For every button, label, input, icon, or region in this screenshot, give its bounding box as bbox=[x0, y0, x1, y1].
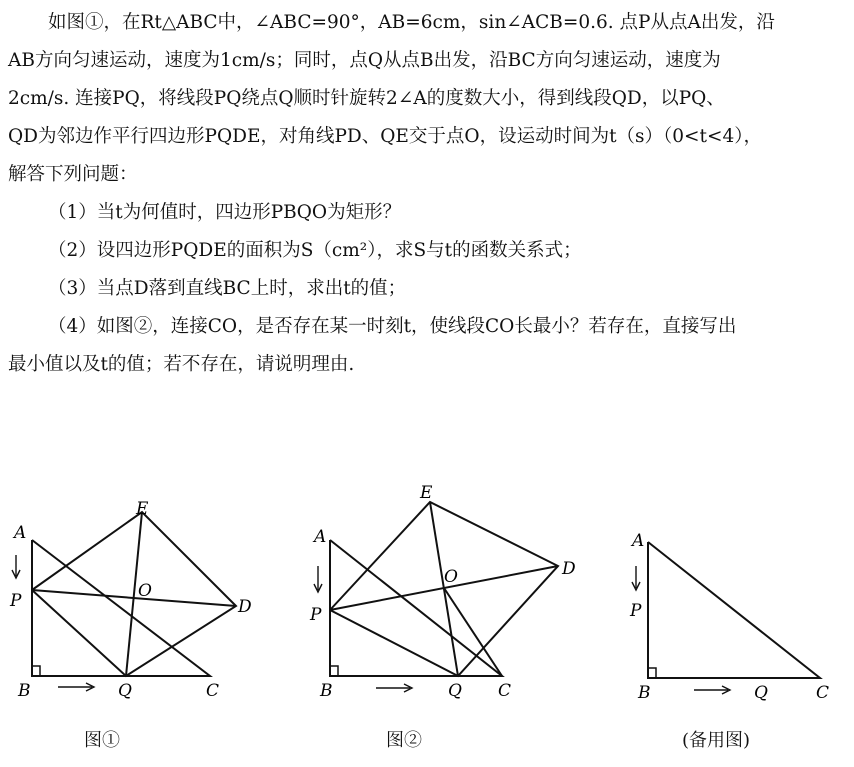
problem-line: 解答下列问题： bbox=[8, 164, 138, 185]
label-A: A bbox=[632, 531, 645, 551]
label-Q: Q bbox=[754, 683, 768, 703]
question-3: （3）当点D落到直线BC上时，求出t的值； bbox=[48, 278, 407, 299]
label-B: B bbox=[320, 681, 333, 701]
label-P: P bbox=[10, 591, 22, 611]
problem-text bbox=[8, 4, 846, 384]
label-Q: Q bbox=[118, 681, 132, 701]
caption-figure-spare: (备用图) bbox=[682, 730, 751, 751]
figure-1 bbox=[0, 490, 270, 710]
caption-figure-1: 图① bbox=[84, 730, 120, 751]
label-C: C bbox=[206, 681, 220, 701]
problem-line: 2cm/s. 连接PQ，将线段PQ绕点Q顺时针旋转2∠A的度数大小，得到线段QD，以PQ、 bbox=[8, 88, 725, 109]
label-E: E bbox=[420, 483, 433, 503]
figure-spare bbox=[620, 520, 850, 710]
label-A: A bbox=[14, 523, 27, 543]
problem-line: AB方向匀速运动，速度为1cm/s；同时，点Q从点B出发，沿BC方向匀速运动，速度为 bbox=[8, 50, 721, 71]
label-E: E bbox=[136, 499, 149, 519]
question-4-continued: 最小值以及t的值；若不存在，请说明理由. bbox=[8, 354, 355, 375]
label-P: P bbox=[310, 605, 322, 625]
question-4: （4）如图②，连接CO，是否存在某一时刻t，使线段CO长最小？若存在，直接写出 bbox=[48, 316, 737, 337]
label-C: C bbox=[816, 683, 830, 703]
label-P: P bbox=[630, 601, 642, 621]
label-A: A bbox=[314, 527, 327, 547]
label-B: B bbox=[18, 681, 31, 701]
label-O: O bbox=[138, 581, 152, 601]
label-O: O bbox=[444, 567, 458, 587]
label-Q: Q bbox=[448, 681, 462, 701]
problem-line: QD为邻边作平行四边形PQDE，对角线PD、QE交于点O，设运动时间为t（s）（0<t<4）， bbox=[8, 126, 762, 147]
question-2: （2）设四边形PQDE的面积为S（cm²），求S与t的函数关系式； bbox=[48, 240, 582, 261]
figure-2 bbox=[300, 478, 600, 710]
question-1: （1）当t为何值时，四边形PBQO为矩形？ bbox=[48, 202, 402, 223]
problem-line: 如图①，在Rt△ABC中，∠ABC=90°，AB=6cm，sin∠ACB=0.6. 点P从点A出发，沿 bbox=[48, 12, 775, 33]
label-D: D bbox=[238, 597, 252, 617]
label-C: C bbox=[498, 681, 512, 701]
label-D: D bbox=[562, 559, 576, 579]
label-B: B bbox=[638, 683, 651, 703]
caption-figure-2: 图② bbox=[386, 730, 422, 751]
